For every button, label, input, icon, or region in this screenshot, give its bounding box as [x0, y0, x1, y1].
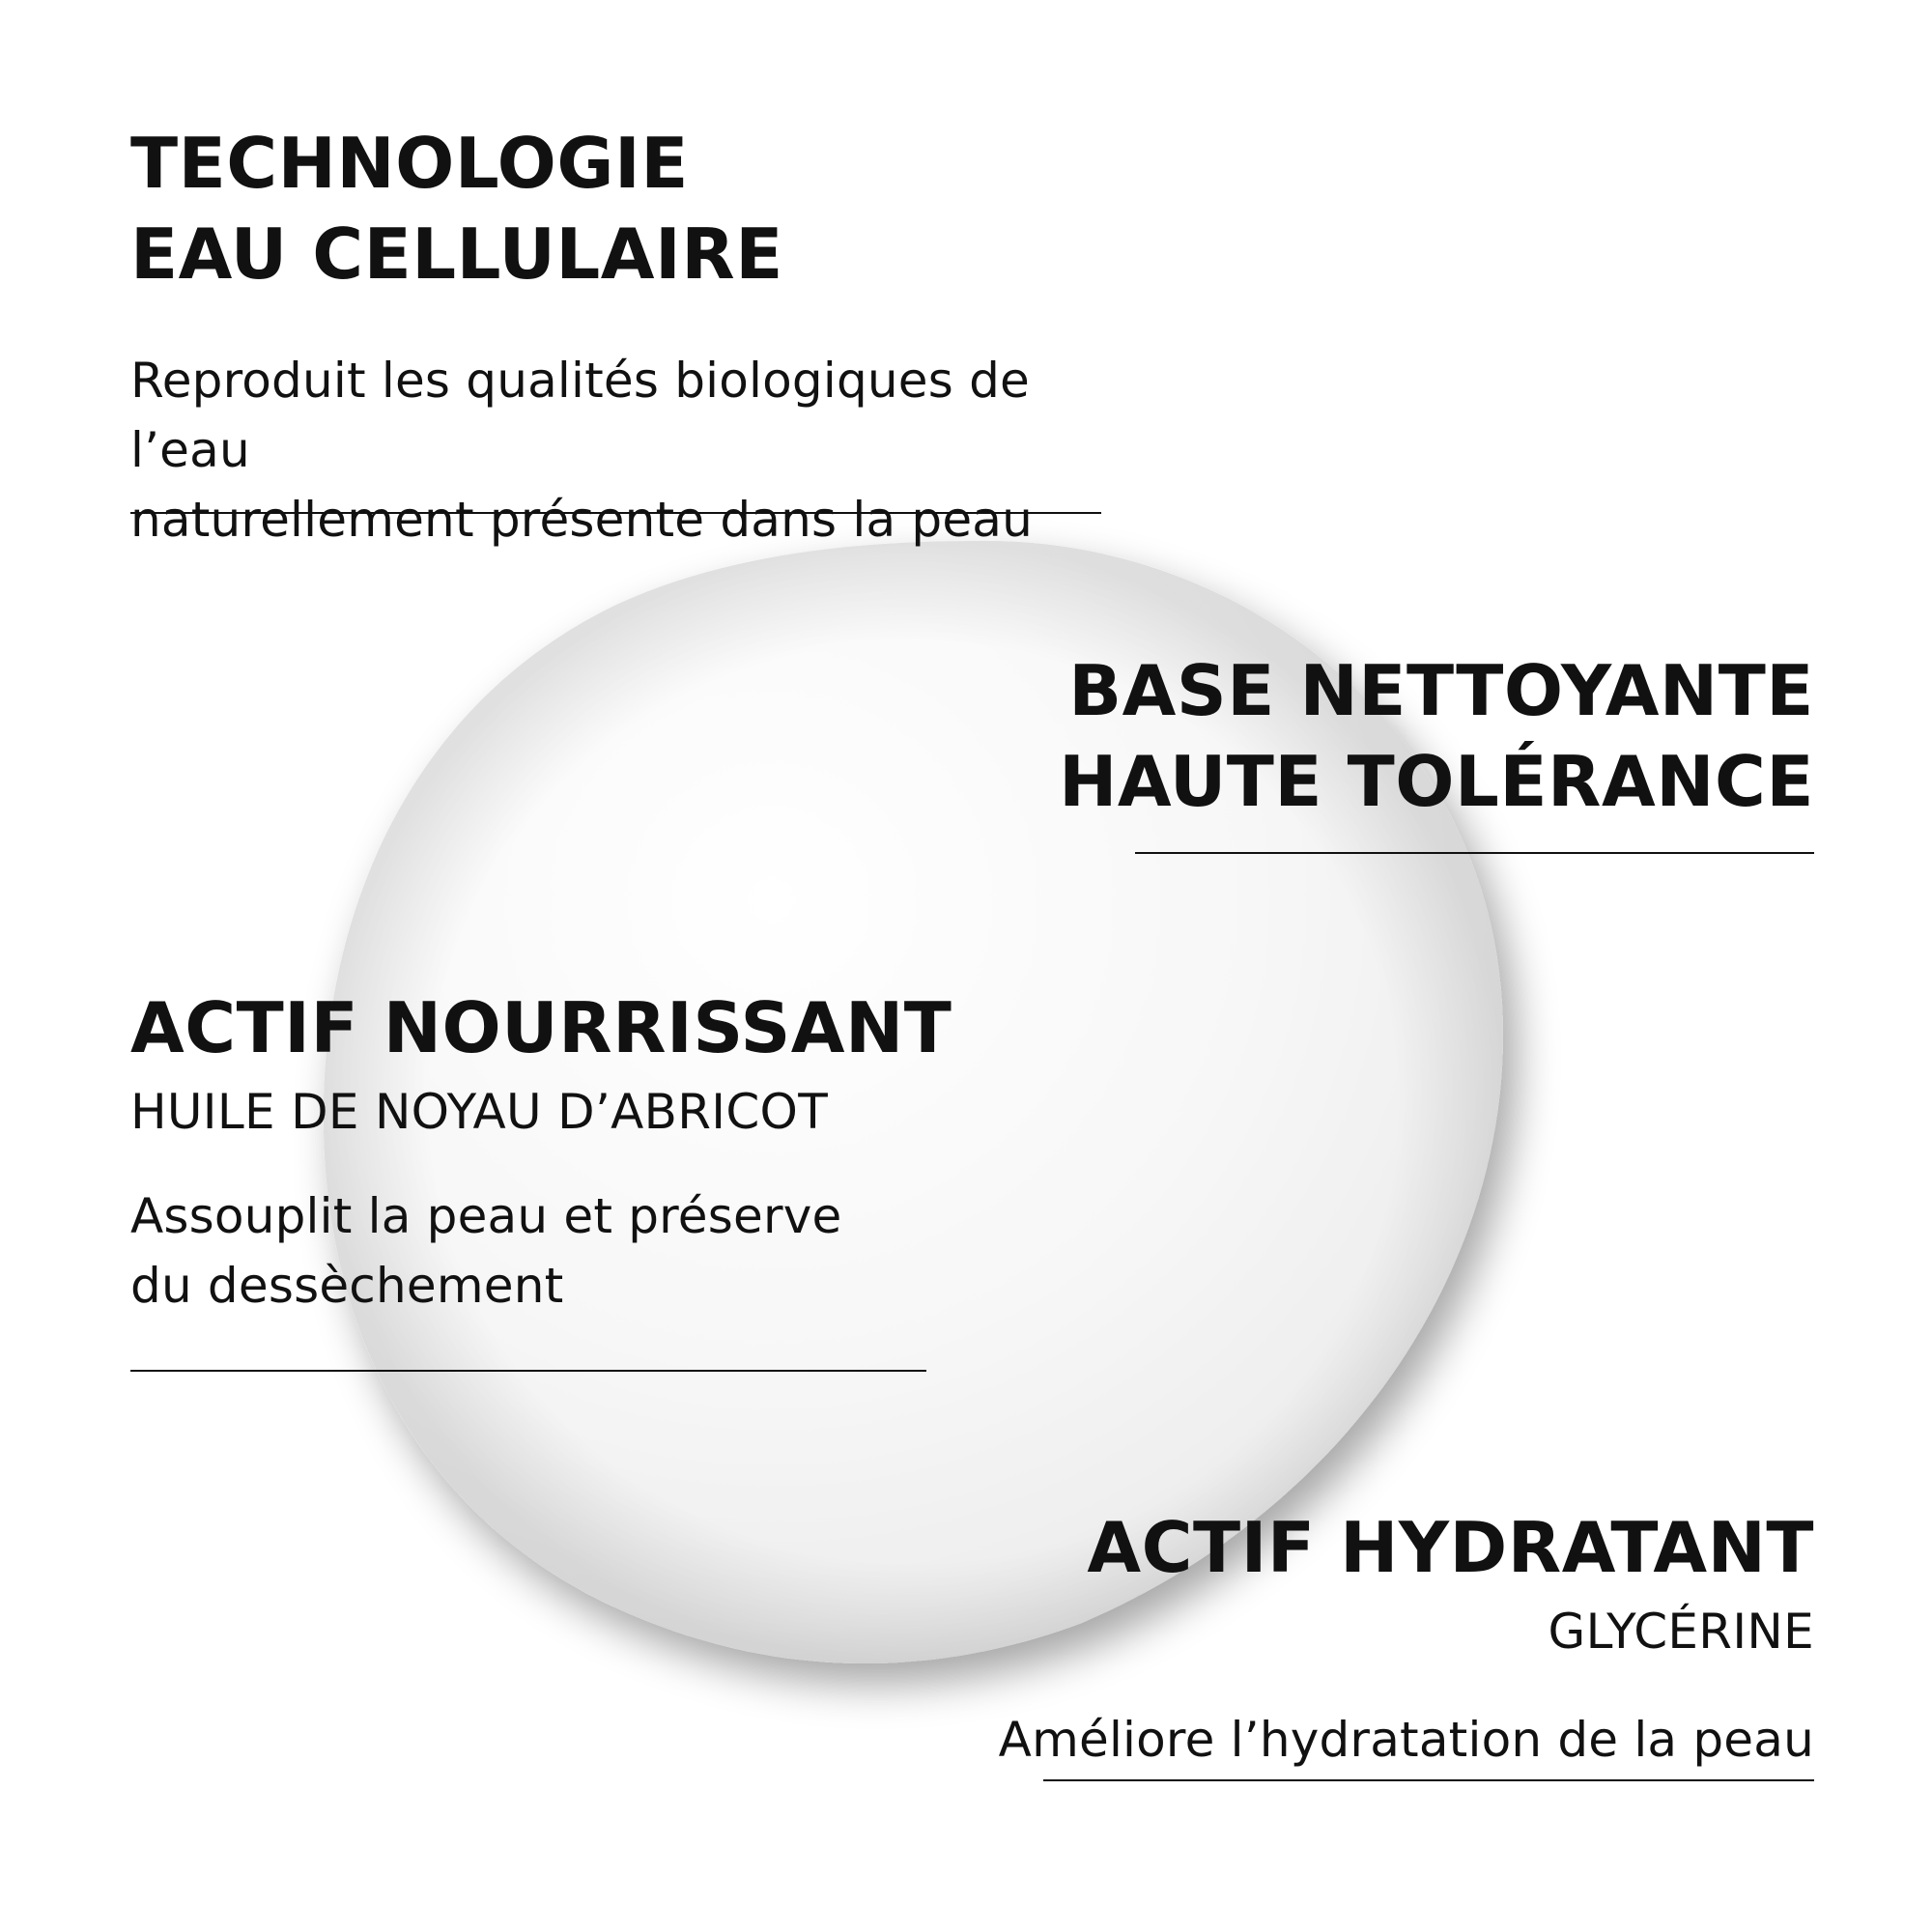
section-technologie [130, 118, 1125, 554]
hydratant-description: Améliore l’hydratation de la peau [998, 1712, 1814, 1768]
hydratant-title: ACTIF HYDRATANT [1087, 1507, 1814, 1588]
nourrissant-subtitle: HUILE DE NOYAU D’ABRICOT [130, 1084, 829, 1140]
technologie-title: TECHNOLOGIE EAU CELLULAIRE [130, 123, 783, 295]
nourrissant-divider [130, 1370, 926, 1372]
nourrissant-title: ACTIF NOURRISSANT [130, 987, 952, 1068]
technologie-description: Reproduit les qualités biologiques de l’eau naturellement présente dans la peau [130, 353, 1034, 548]
section-nourrissant [130, 982, 1000, 1321]
base-title: BASE NETTOYANTE HAUTE TOLÉRANCE [1059, 650, 1814, 822]
hydratant-divider [1043, 1779, 1814, 1781]
section-hydratant [945, 1502, 1814, 1775]
base-divider [1135, 852, 1814, 854]
section-base [945, 645, 1814, 827]
nourrissant-description: Assouplit la peau et préserve du dessèchement [130, 1188, 842, 1314]
technologie-divider [130, 512, 1101, 514]
hydratant-subtitle: GLYCÉRINE [1548, 1604, 1814, 1660]
